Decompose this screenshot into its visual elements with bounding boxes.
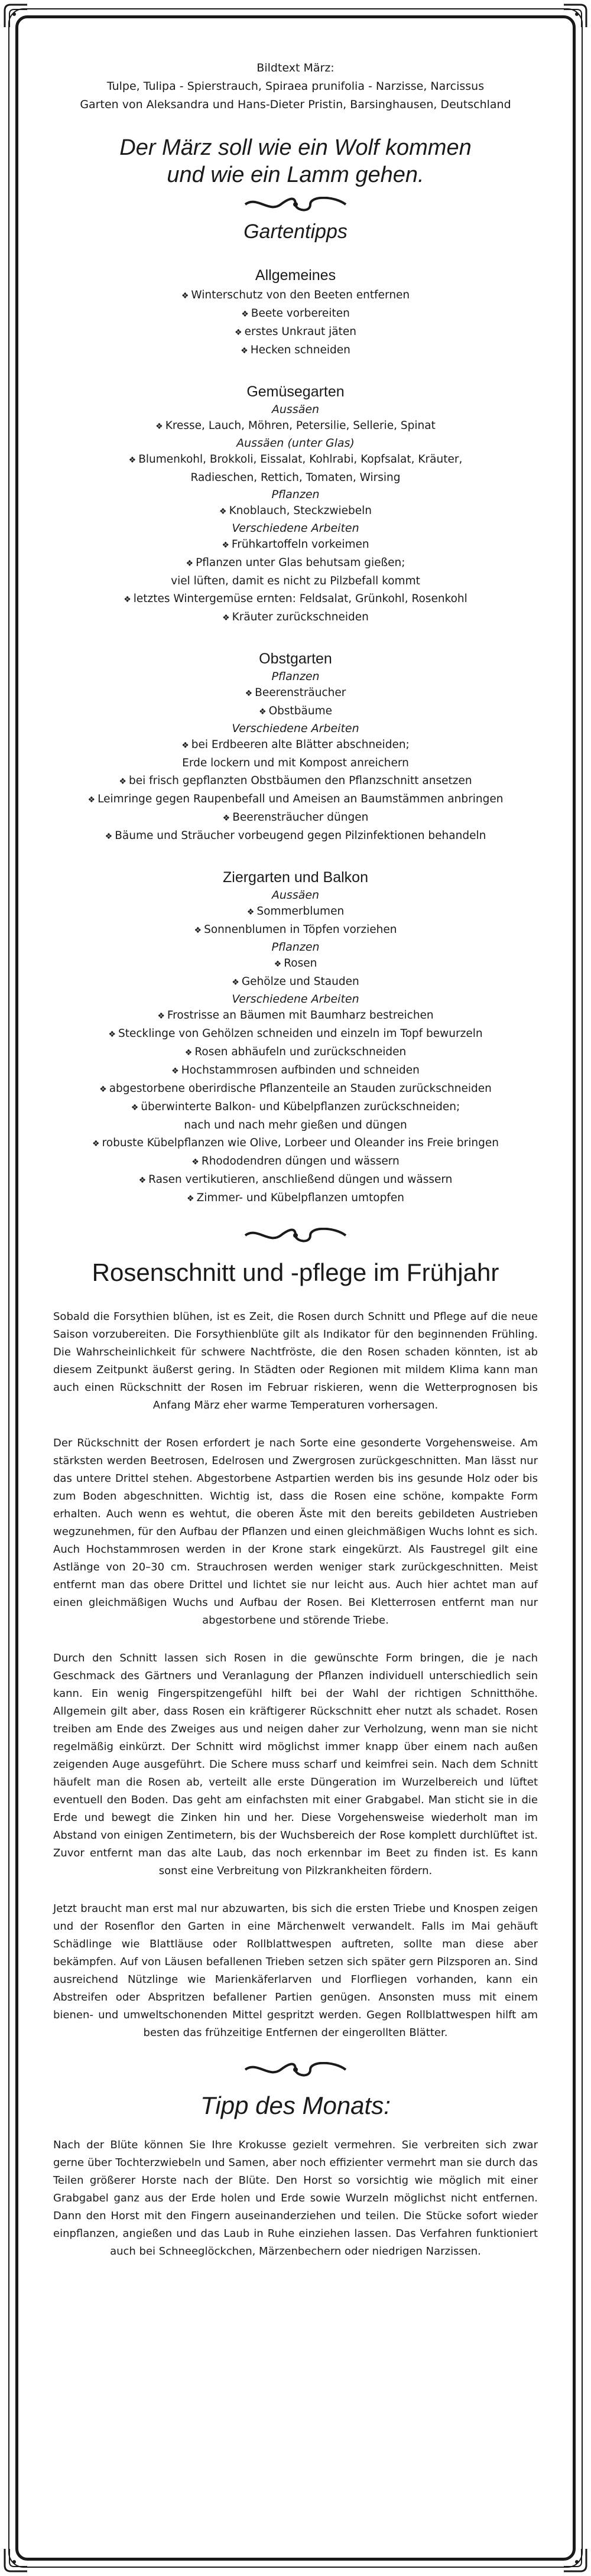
tip-item-text: Hecken schneiden (250, 344, 350, 356)
tip-item-text: Hochstammrosen aufbinden und schneiden (181, 1064, 420, 1076)
corner-ornament-icon (2, 2, 30, 30)
flower-bullet-icon: ❖ (157, 1011, 165, 1021)
tip-item-text: Rosen abhäufeln und zurückschneiden (194, 1046, 407, 1058)
page-content (53, 59, 538, 2281)
month-quote (53, 134, 538, 188)
flower-bullet-icon: ❖ (171, 1066, 179, 1076)
tip-item (53, 609, 538, 627)
section-heading: Ziergarten und Balkon (223, 869, 368, 886)
rosen-article (53, 1308, 538, 2042)
flower-bullet-icon: ❖ (241, 310, 249, 319)
flower-bullet-icon: ❖ (186, 559, 194, 568)
tip-item (53, 287, 538, 305)
subsection-heading: Aussäen (unter Glas) (236, 437, 355, 450)
corner-ornament-icon (561, 2, 589, 30)
flower-bullet-icon: ❖ (187, 1194, 194, 1204)
flower-bullet-icon: ❖ (181, 741, 189, 750)
tip-item-text: Beete vorbereiten (251, 307, 350, 320)
tip-item-text: viel lüften, damit es nicht zu Pilzbefall kommt (171, 575, 420, 587)
tip-item (53, 1007, 538, 1025)
tip-item (53, 921, 538, 939)
tip-item-text: nach und nach mehr gießen und düngen (184, 1119, 407, 1131)
subsection-heading: Aussäen (271, 889, 320, 902)
flower-bullet-icon: ❖ (155, 422, 163, 431)
tip-item-text: Beerensträucher düngen (232, 811, 369, 824)
flower-bullet-icon: ❖ (108, 1030, 116, 1039)
tip-item (53, 590, 538, 609)
tip-item (53, 1189, 538, 1208)
subsection-heading: Verschiedene Arbeiten (232, 722, 359, 735)
flower-bullet-icon: ❖ (232, 978, 239, 987)
tip-item (53, 417, 538, 435)
tip-item-text: Obstbäume (268, 705, 332, 717)
tip-item (53, 1134, 538, 1153)
flower-bullet-icon: ❖ (184, 1048, 193, 1058)
tip-item (53, 754, 538, 772)
caption-title: Bildtext März: (256, 61, 335, 74)
tip-item (53, 451, 538, 469)
flower-bullet-icon: ❖ (87, 795, 96, 805)
tip-item-text: Bäume und Sträucher vorbeugend gegen Pilzinfektionen behandeln (115, 830, 486, 842)
flower-bullet-icon: ❖ (119, 777, 126, 786)
flower-bullet-icon: ❖ (241, 346, 248, 356)
tip-item (53, 955, 538, 973)
flower-bullet-icon: ❖ (99, 1085, 107, 1094)
tip-item (53, 702, 538, 721)
flower-bullet-icon: ❖ (246, 908, 255, 917)
article-paragraph: Jetzt braucht man erst mal nur abzuwarten, bis sich die ersten Triebe und Knospen zeigen und der Rosenflor den Garten in eine Märchenwelt verwandelt. Falls im Mai gehäuft Schädlinge wie Blattläuse oder Rollblattwespen auftreten, sollte man diese aber bekämpfen. Auf von Läusen befallenen Trieben setzen sich später gern Pilzsporen an. Sind ausreichend Nützlinge wie Marienkäferlarven und Florfliegen vorhanden, kann ein Abstreifen oder Abspritzen befallener Partien genügen. Ansonsten muss mit einem bienen- und umweltschonenden Mittel gespritzt werden. Gegen Rollblattwespen hilft am besten das frühzeitige Entfernen der eingerollten Blätter. (53, 1902, 538, 2039)
tip-item-text: Kräuter zurückschneiden (232, 611, 369, 623)
tip-item-text: Beerensträucher (255, 687, 346, 699)
flower-bullet-icon: ❖ (131, 1103, 139, 1113)
tip-item-text: erstes Unkraut jäten (244, 326, 356, 338)
tip-item (53, 809, 538, 827)
caption-plants: Tulpe, Tulipa - Spierstrauch, Spiraea prunifolia - Narzisse, Narcissus (106, 80, 485, 93)
tip-item (53, 903, 538, 921)
tip-item-text: Sommerblumen (256, 905, 345, 918)
flower-bullet-icon: ❖ (124, 595, 131, 604)
tip-item (53, 536, 538, 554)
tip-item (53, 1062, 538, 1080)
tipp-paragraph: Nach der Blüte können Sie Ihre Krokusse gezielt vermehren. Sie verbreiten sich zwar gerne über Tochterzwiebeln und Samen, aber noch effizienter vermehrt man sie durch das Teilen größerer Horste nach der Blüte. Den Horst so vorsichtig wie möglich mit einer Grabgabel ganz aus der Erde holen und Erde sowie Wurzeln möglichst nicht entfernen. Dann den Horst mit den Fingern auseinanderziehen und teilen. Die Stücke sofort wieder einpflanzen, angießen und das Laub in Ruhe einziehen lassen. Das Verfahren funktioniert auch bei Schneeglöckchen, Märzenbechern oder niedrigen Narzissen. (53, 2139, 538, 2258)
tip-item (53, 684, 538, 702)
tipp-title: Tipp des Monats: (200, 2092, 391, 2119)
tip-item-text: Frostrisse an Bäumen mit Baumharz bestreichen (167, 1009, 434, 1022)
tip-item-text: letztes Wintergemüse ernten: Feldsalat, Grünkohl, Rosenkohl (133, 593, 467, 605)
tip-item-text: Rhododendren düngen und wässern (201, 1155, 400, 1167)
tip-item (53, 1117, 538, 1134)
flower-bullet-icon: ❖ (235, 328, 242, 337)
tip-item-text: Knoblauch, Steckzwiebeln (229, 505, 372, 517)
tip-item-text: Gehölze und Stauden (241, 975, 359, 988)
tip-item-text: Blumenkohl, Brokkoli, Eissalat, Kohlrabi, Kopfsalat, Kräuter, (138, 453, 463, 466)
scroll-ornament-icon (239, 2062, 352, 2077)
tip-item (53, 1098, 538, 1117)
article-paragraph: Durch den Schnitt lassen sich Rosen in die gewünschte Form bringen, die je nach Geschmack des Gärtners und Veranlagung der Pflanzen individuell unterschiedlich sein kann. Ein wenig Fingerspitzengefühl hilft bei der Wahl der richtigen Schnitthöhe. Allgemein gilt aber, dass Rosen ein kräftigerer Rückschnitt eher nutzt als schadet. Rosen treiben am Ende des Zweiges aus und neigen daher zur Verholzung, wenn man sie nicht regelmäßig einkürzt. Der Schnitt wird möglichst immer knapp über einem nach außen zeigenden Auge ausgeführt. Die Schere muss scharf und keimfrei sein. Nach dem Schnitt häufelt man die Rosen ab, verteilt alle erste Düngeration im Wurzelbereich und lüftet eventuell den Boden. Das geht am einfachsten mit einer Grabgabel. Man sticht sie in die Erde und bewegt die Zinken hin und her. Diese Vorgehensweise wiederholt man im Abstand von einigen Zentimetern, bis der Wuchsbereich der Rose komplett durchlüftet ist. Zuvor entfernt man das alte Laub, das noch erkennbar im Beet zu finden ist. Es kann sonst eine Verbreitung von Pilzkrankheiten fördern. (53, 1652, 538, 1877)
tip-item (53, 791, 538, 809)
subsection-heading: Pflanzen (271, 941, 320, 954)
flower-bullet-icon: ❖ (222, 613, 230, 623)
tip-item-text: Erde lockern und mit Kompost anreichern (182, 757, 409, 769)
flower-bullet-icon: ❖ (128, 456, 137, 465)
flower-bullet-icon: ❖ (219, 507, 227, 516)
tip-item (53, 827, 538, 845)
image-caption (53, 59, 538, 114)
tip-item-text: Rasen vertikutieren, anschließend düngen und wässern (148, 1173, 453, 1186)
tip-item (53, 736, 538, 754)
scroll-ornament-icon (239, 1228, 352, 1243)
tip-item (53, 1025, 538, 1043)
quote-line: und wie ein Lamm gehen. (167, 162, 424, 187)
tip-item (53, 973, 538, 991)
section-heading: Gemüsegarten (246, 383, 345, 400)
tip-item-text: Radieschen, Rettich, Tomaten, Wirsing (190, 471, 401, 484)
tip-item-text: Kresse, Lauch, Möhren, Petersilie, Sellerie, Spinat (165, 419, 436, 432)
caption-garden: Garten von Aleksandra und Hans-Dieter Pristin, Barsinghausen, Deutschland (80, 98, 511, 111)
tip-item-text: überwinterte Balkon- und Kübelpflanzen zurückschneiden; (141, 1101, 460, 1113)
section-heading: Obstgarten (259, 650, 332, 667)
tip-item-text: Pflanzen unter Glas behutsam gießen; (196, 557, 405, 569)
subsection-heading: Aussäen (271, 403, 320, 416)
tip-item-text: Leimringe gegen Raupenbefall und Ameisen an Baumstämmen anbringen (98, 793, 504, 805)
article-paragraph: Sobald die Forsythien blühen, ist es Zeit, die Rosen durch Schnitt und Pflege auf die neue Saison vorzubereiten. Die Forsythienblüte gilt als Indikator für den beginnenden Frühling. Die Wahrscheinlichkeit für schwere Nachtfröste, die den Rosen schaden könnten, ist ab diesem Zeitpunkt äußerst gering. In Städten oder Regionen mit mildem Klima kann man auch einen Rückschnitt der Rosen im Februar riskieren, wenn die Wetterprognosen bis Anfang März eher warme Temperaturen vorhersagen. (53, 1310, 538, 1411)
garden-tips-list (53, 267, 538, 1208)
tip-item (53, 1171, 538, 1189)
tip-item-text: robuste Kübelpflanzen wie Olive, Lorbeer und Oleander ins Freie bringen (102, 1137, 499, 1149)
tip-item-text: Rosen (284, 957, 317, 970)
tip-item-text: Stecklinge von Gehölzen schneiden und einzeln im Topf bewurzeln (118, 1027, 483, 1040)
section-heading: Allgemeines (255, 267, 336, 284)
flower-bullet-icon: ❖ (138, 1176, 147, 1185)
flower-bullet-icon: ❖ (222, 541, 229, 550)
scroll-ornament-icon (239, 197, 352, 212)
tip-item (53, 305, 538, 323)
corner-ornament-icon (2, 2546, 30, 2574)
tip-item (53, 1080, 538, 1098)
rosen-title: Rosenschnitt und -pflege im Frühjahr (92, 1258, 499, 1286)
tip-item-text: abgestorbene oberirdische Pflanzenteile an Stauden zurückschneiden (109, 1082, 492, 1095)
tip-item (53, 554, 538, 573)
flower-bullet-icon: ❖ (105, 832, 113, 841)
tip-item-text: Winterschutz von den Beeten entfernen (191, 289, 410, 301)
subsection-heading: Verschiedene Arbeiten (232, 993, 359, 1006)
corner-ornament-icon (561, 2546, 589, 2574)
tipps-title: Gartentipps (243, 220, 348, 243)
tip-item (53, 323, 538, 341)
tip-item (53, 1043, 538, 1062)
tip-item-text: Frühkartoffeln vorkeimen (231, 538, 369, 551)
flower-bullet-icon: ❖ (222, 814, 230, 823)
tip-item (53, 1153, 538, 1171)
subsection-heading: Verschiedene Arbeiten (232, 522, 359, 535)
flower-bullet-icon: ❖ (245, 689, 253, 698)
flower-bullet-icon: ❖ (191, 1157, 199, 1167)
article-paragraph: Der Rückschnitt der Rosen erfordert je nach Sorte eine gesonderte Vorgehensweise. Am stärksten werden Beetrosen, Edelrosen und Zwergrosen zurückgeschnitten. Man lässt nur das untere Drittel stehen. Abgestorbene Astpartien werden bis ins gesunde Holz oder bis zum Boden abgeschnitten. Wichtig ist, dass die Rosen eine schöne, kompakte Form erhalten. Auch wenn es wehtut, die oberen Äste mit den bereits gebildeten Austrieben wegzunehmen, für den Aufbau der Pflanzen und einen gleichmäßigen Wuchs lohnt es sich. Auch Hochstammrosen werden in der Krone stark eingekürzt. Als Faustregel gilt eine Astlänge von 20–30 cm. Strauchrosen werden weniger stark zurückgeschnitten. Meist entfernt man das obere Drittel und lichtet sie nur leicht aus. Auch hier achtet man auf einen gleichmäßigen Wuchs und Aufbau der Rosen. Bei Kletterrosen entfernt man nur abgestorbene und störende Triebe. (53, 1437, 538, 1627)
tip-item-text: bei frisch gepflanzten Obstbäumen den Pflanzschnitt ansetzen (128, 775, 472, 787)
quote-line: Der März soll wie ein Wolf kommen (119, 135, 472, 160)
flower-bullet-icon: ❖ (194, 926, 202, 935)
tip-item (53, 469, 538, 487)
tip-item-text: bei Erdbeeren alte Blätter abschneiden; (191, 739, 410, 751)
subsection-heading: Pflanzen (271, 670, 320, 683)
flower-bullet-icon: ❖ (181, 291, 189, 301)
tip-item-text: Zimmer- und Kübelpflanzen umtopfen (196, 1192, 404, 1204)
tip-item (53, 573, 538, 590)
flower-bullet-icon: ❖ (92, 1139, 100, 1149)
flower-bullet-icon: ❖ (259, 707, 267, 717)
flower-bullet-icon: ❖ (274, 960, 282, 969)
tip-item (53, 772, 538, 791)
tip-item (53, 341, 538, 360)
subsection-heading: Pflanzen (271, 488, 320, 501)
tip-item-text: Sonnenblumen in Töpfen vorziehen (204, 923, 397, 936)
tip-item (53, 502, 538, 521)
